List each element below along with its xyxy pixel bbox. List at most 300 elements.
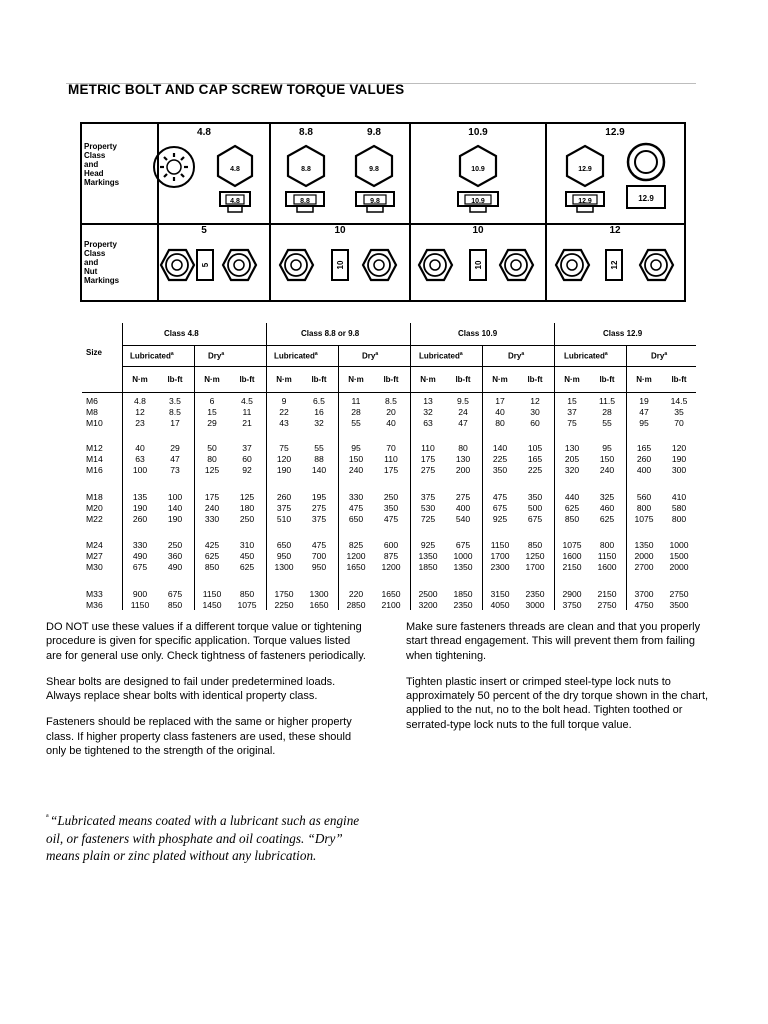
nut-row-label-2: Class: [84, 249, 106, 258]
svg-text:9.8: 9.8: [369, 166, 379, 173]
torque-value-cell: 1350: [453, 562, 473, 572]
torque-value-cell: 625: [239, 562, 255, 572]
property-class-markings-diagram: [80, 122, 688, 304]
torque-value-cell: 2000: [669, 562, 689, 572]
class-header: Class 8.8 or 9.8: [301, 329, 360, 338]
svg-text:10: 10: [336, 260, 345, 270]
torque-value-cell: 240: [204, 503, 220, 513]
torque-value-cell: 140: [492, 443, 508, 453]
size-cell: M6: [86, 396, 98, 406]
torque-value-cell: 60: [530, 418, 540, 428]
torque-value-cell: 500: [527, 503, 543, 513]
lubricated-header: Lubricated$^a$: [274, 351, 318, 361]
torque-value-cell: 3500: [669, 600, 689, 610]
torque-value-cell: 510: [276, 514, 292, 524]
torque-value-cell: 375: [276, 503, 292, 513]
unit-header: N·m: [204, 375, 220, 384]
size-cell: M24: [86, 540, 103, 550]
torque-value-cell: 140: [311, 465, 327, 475]
nut-icon-class-10: [280, 250, 396, 280]
torque-value-cell: 29: [207, 418, 217, 428]
torque-value-cell: 175: [420, 454, 436, 464]
torque-value-cell: 2250: [274, 600, 294, 610]
torque-value-cell: 400: [455, 503, 471, 513]
torque-value-cell: 460: [599, 503, 615, 513]
torque-value-cell: 530: [420, 503, 436, 513]
torque-value-cell: 125: [204, 465, 220, 475]
unit-header: N·m: [492, 375, 508, 384]
torque-value-cell: 15: [207, 407, 217, 417]
torque-value-cell: 11: [242, 407, 252, 417]
nut-class-label: 12: [609, 225, 621, 236]
torque-value-cell: 800: [636, 503, 652, 513]
size-cell: M14: [86, 454, 103, 464]
torque-value-cell: 1075: [634, 514, 654, 524]
head-row-label-4: Head: [84, 169, 104, 178]
head-class-label: 12.9: [605, 127, 625, 138]
bolt-head-icon-9.8: [356, 146, 394, 212]
torque-value-cell: 2150: [562, 562, 582, 572]
lubricated-header: Lubricated$^a$: [419, 351, 463, 361]
torque-value-cell: 825: [348, 540, 364, 550]
torque-value-cell: 130: [564, 443, 580, 453]
torque-value-cell: 6.5: [313, 396, 325, 406]
torque-value-cell: 70: [674, 418, 684, 428]
torque-value-cell: 275: [420, 465, 436, 475]
torque-value-cell: 850: [167, 600, 183, 610]
torque-value-cell: 3150: [490, 589, 510, 599]
torque-value-cell: 350: [527, 492, 543, 502]
torque-value-cell: 1650: [309, 600, 329, 610]
torque-value-cell: 475: [348, 503, 364, 513]
torque-value-cell: 475: [492, 492, 508, 502]
torque-value-cell: 650: [348, 514, 364, 524]
footnote-mark: a: [46, 813, 49, 819]
head-class-label: 4.8: [197, 127, 211, 138]
torque-value-cell: 165: [527, 454, 543, 464]
torque-value-cell: 1700: [490, 551, 510, 561]
torque-value-cell: 32: [314, 418, 324, 428]
torque-value-cell: 190: [671, 454, 687, 464]
torque-value-cell: 700: [311, 551, 327, 561]
torque-value-cell: 13: [423, 396, 433, 406]
note-paragraph: Tighten plastic insert or crimped steel-type lock nuts to approximately 50 percent of the dry torque shown in the chart, applied to the nut, no to the bolt head. Tighten toothed or serrated-type lock nuts to the full torque value.: [406, 675, 709, 731]
torque-value-cell: 16: [314, 407, 324, 417]
torque-value-cell: 80: [495, 418, 505, 428]
torque-value-cell: 1150: [490, 540, 510, 550]
torque-value-cell: 1300: [274, 562, 294, 572]
torque-value-cell: 350: [383, 503, 399, 513]
svg-text:8.8: 8.8: [301, 166, 311, 173]
torque-value-cell: 425: [204, 540, 220, 550]
unit-header: lb-ft: [239, 375, 255, 384]
unit-header: lb-ft: [599, 375, 615, 384]
unit-header: lb-ft: [527, 375, 543, 384]
torque-value-cell: 24: [458, 407, 468, 417]
torque-value-cell: 37: [567, 407, 577, 417]
torque-value-cell: 850: [527, 540, 543, 550]
torque-value-cell: 3000: [525, 600, 545, 610]
svg-text:12.9: 12.9: [638, 194, 654, 203]
torque-value-cell: 1200: [381, 562, 401, 572]
size-cell: M18: [86, 492, 103, 502]
torque-value-cell: 330: [132, 540, 148, 550]
torque-value-cell: 8.5: [169, 407, 181, 417]
size-cell: M36: [86, 600, 103, 610]
torque-value-cell: 55: [351, 418, 361, 428]
torque-value-cell: 410: [671, 492, 687, 502]
class-header: Class 12.9: [603, 329, 643, 338]
torque-value-cell: 75: [279, 443, 289, 453]
torque-value-cell: 75: [567, 418, 577, 428]
torque-value-cell: 240: [599, 465, 615, 475]
torque-value-cell: 600: [383, 540, 399, 550]
torque-value-cell: 190: [132, 503, 148, 513]
torque-value-cell: 88: [314, 454, 324, 464]
torque-value-cell: 250: [239, 514, 255, 524]
torque-value-cell: 1350: [634, 540, 654, 550]
torque-value-cell: 1650: [346, 562, 366, 572]
torque-value-cell: 310: [239, 540, 255, 550]
torque-value-cell: 900: [132, 589, 148, 599]
torque-value-cell: 110: [384, 454, 398, 464]
torque-value-cell: 205: [564, 454, 580, 464]
torque-value-cell: 260: [132, 514, 148, 524]
dry-header: Dry$^a$: [508, 351, 525, 361]
torque-value-cell: 40: [135, 443, 145, 453]
torque-value-cell: 1150: [130, 600, 150, 610]
head-class-label: 10.9: [468, 127, 488, 138]
torque-value-cell: 140: [167, 503, 183, 513]
unit-header: N·m: [276, 375, 292, 384]
torque-value-cell: 4750: [634, 600, 654, 610]
table-line: [82, 392, 696, 393]
torque-value-cell: 1850: [418, 562, 438, 572]
svg-text:12.9: 12.9: [578, 198, 592, 205]
torque-value-cell: 32: [423, 407, 433, 417]
torque-value-cell: 180: [239, 503, 255, 513]
torque-value-cell: 165: [636, 443, 652, 453]
torque-value-cell: 47: [639, 407, 649, 417]
torque-value-cell: 14.5: [670, 396, 688, 406]
svg-text:4.8: 4.8: [230, 166, 240, 173]
torque-value-cell: 190: [276, 465, 292, 475]
head-class-label: 9.8: [367, 127, 381, 138]
svg-text:12.9: 12.9: [578, 166, 592, 173]
torque-value-cell: 200: [455, 465, 471, 475]
torque-value-cell: 625: [564, 503, 580, 513]
torque-value-cell: 47: [170, 454, 180, 464]
unit-header: N·m: [564, 375, 580, 384]
torque-value-cell: 11: [351, 396, 361, 406]
size-cell: M30: [86, 562, 103, 572]
torque-value-cell: 135: [132, 492, 148, 502]
lubricated-header: Lubricated$^a$: [130, 351, 174, 361]
torque-value-cell: 1850: [453, 589, 473, 599]
torque-value-cell: 8.5: [385, 396, 397, 406]
class-header: Class 10.9: [458, 329, 498, 338]
torque-value-cell: 1700: [525, 562, 545, 572]
torque-value-cell: 43: [279, 418, 289, 428]
svg-text:5: 5: [201, 262, 210, 268]
torque-value-cell: 63: [423, 418, 433, 428]
torque-value-cell: 21: [242, 418, 252, 428]
torque-value-cell: 17: [495, 396, 505, 406]
torque-value-cell: 37: [242, 443, 252, 453]
torque-value-cell: 195: [311, 492, 327, 502]
bolt-head-icon-4.8: [154, 146, 252, 212]
torque-value-cell: 250: [167, 540, 183, 550]
torque-value-cell: 2700: [634, 562, 654, 572]
torque-value-cell: 850: [564, 514, 580, 524]
torque-value-cell: 35: [674, 407, 684, 417]
torque-value-cell: 950: [276, 551, 292, 561]
torque-value-cell: 580: [671, 503, 687, 513]
torque-value-cell: 330: [204, 514, 220, 524]
torque-value-cell: 225: [492, 454, 508, 464]
torque-value-cell: 275: [455, 492, 471, 502]
torque-value-cell: 650: [276, 540, 292, 550]
unit-header: lb-ft: [311, 375, 327, 384]
torque-value-cell: 300: [671, 465, 687, 475]
note-paragraph: Shear bolts are designed to fail under predetermined loads. Always replace shear bolts with identical property class.: [46, 675, 336, 703]
torque-value-cell: 450: [239, 551, 255, 561]
size-cell: M33: [86, 589, 103, 599]
torque-value-cell: 1000: [669, 540, 689, 550]
torque-value-cell: 1750: [274, 589, 294, 599]
torque-value-cell: 260: [636, 454, 652, 464]
torque-value-cell: 1450: [202, 600, 222, 610]
torque-value-cell: 175: [204, 492, 220, 502]
torque-value-cell: 9.5: [457, 396, 469, 406]
torque-value-cell: 63: [135, 454, 145, 464]
svg-text:10.9: 10.9: [471, 198, 485, 205]
nut-class-label: 10: [472, 225, 484, 236]
unit-header: lb-ft: [383, 375, 399, 384]
unit-header: lb-ft: [167, 375, 183, 384]
torque-value-cell: 28: [602, 407, 612, 417]
torque-value-cell: 55: [602, 418, 612, 428]
torque-value-cell: 1150: [597, 551, 617, 561]
torque-value-cell: 17: [170, 418, 180, 428]
svg-text:9.8: 9.8: [370, 198, 380, 205]
torque-value-cell: 350: [492, 465, 508, 475]
torque-value-cell: 375: [311, 514, 327, 524]
torque-value-cell: 320: [564, 465, 580, 475]
torque-value-cell: 4.8: [134, 396, 146, 406]
torque-value-cell: 12: [135, 407, 145, 417]
unit-header: lb-ft: [455, 375, 471, 384]
torque-value-cell: 675: [167, 589, 183, 599]
torque-value-cell: 3.5: [169, 396, 181, 406]
torque-value-cell: 1300: [309, 589, 329, 599]
torque-value-cell: 22: [279, 407, 289, 417]
torque-value-cell: 225: [527, 465, 543, 475]
torque-value-cell: 490: [132, 551, 148, 561]
unit-header: N·m: [132, 375, 148, 384]
torque-value-cell: 28: [351, 407, 361, 417]
torque-value-cell: 2750: [669, 589, 689, 599]
footnote-text: “Lubricated means coated with a lubricant such as engine oil, or fasteners with phosphate and oil coatings. “Dry” means plain or zinc plated without any lubrication.: [46, 813, 360, 864]
dry-header: Dry$^a$: [651, 351, 668, 361]
torque-value-cell: 100: [132, 465, 148, 475]
torque-value-cell: 130: [455, 454, 471, 464]
torque-value-cell: 725: [420, 514, 436, 524]
torque-value-cell: 625: [599, 514, 615, 524]
unit-header: N·m: [420, 375, 436, 384]
torque-value-cell: 475: [311, 540, 327, 550]
nut-class-label: 10: [334, 225, 346, 236]
torque-value-cell: 150: [599, 454, 615, 464]
torque-value-cell: 2150: [597, 589, 617, 599]
torque-value-cell: 60: [242, 454, 252, 464]
torque-value-cell: 1650: [381, 589, 401, 599]
size-cell: M16: [86, 465, 103, 475]
torque-value-cell: 30: [530, 407, 540, 417]
torque-value-cell: 92: [242, 465, 252, 475]
notes-left: [46, 620, 366, 758]
torque-value-cell: 19: [639, 396, 649, 406]
torque-value-cell: 800: [599, 540, 615, 550]
torque-value-cell: 105: [527, 443, 543, 453]
torque-value-cell: 40: [495, 407, 505, 417]
table-line: [122, 366, 696, 367]
torque-value-cell: 73: [170, 465, 180, 475]
torque-value-cell: 330: [348, 492, 364, 502]
torque-value-cell: 80: [458, 443, 468, 453]
torque-value-cell: 490: [167, 562, 183, 572]
torque-value-cell: 100: [167, 492, 183, 502]
size-cell: M20: [86, 503, 103, 513]
dry-header: Dry$^a$: [362, 351, 379, 361]
nut-row-label-1: Property: [84, 240, 117, 249]
svg-text:4.8: 4.8: [230, 198, 240, 205]
note-paragraph: Fasteners should be replaced with the same or higher property class. If higher property class fasteners are used, these should only be tightened to the strength of the original.: [46, 716, 352, 758]
torque-value-cell: 1350: [418, 551, 438, 561]
torque-value-cell: 850: [204, 562, 220, 572]
torque-value-cell: 125: [239, 492, 255, 502]
nut-icon-class-10: [419, 250, 533, 280]
torque-value-cell: 110: [421, 443, 435, 453]
head-row-label-1: Property: [84, 142, 117, 151]
unit-header: N·m: [348, 375, 364, 384]
torque-value-cell: 40: [386, 418, 396, 428]
size-cell: M27: [86, 551, 103, 561]
torque-value-cell: 190: [167, 514, 183, 524]
svg-text:10.9: 10.9: [471, 166, 485, 173]
size-cell: M8: [86, 407, 98, 417]
nut-icon-class-5: [161, 250, 256, 280]
torque-value-cell: 375: [420, 492, 436, 502]
torque-value-cell: 220: [348, 589, 364, 599]
torque-value-cell: 1150: [202, 589, 222, 599]
torque-value-cell: 4050: [490, 600, 510, 610]
torque-value-cell: 150: [348, 454, 364, 464]
nut-row-label-4: Nut: [84, 267, 98, 276]
head-row-label-5: Markings: [84, 178, 120, 187]
torque-value-cell: 1600: [597, 562, 617, 572]
class-header: Class 4.8: [164, 329, 199, 338]
page-title: METRIC BOLT AND CAP SCREW TORQUE VALUES: [68, 82, 405, 97]
torque-value-cell: 95: [602, 443, 612, 453]
torque-value-cell: 1250: [525, 551, 545, 561]
torque-value-cell: 3200: [418, 600, 438, 610]
torque-value-cell: 1600: [562, 551, 582, 561]
bolt-head-icon-8.8: [286, 146, 324, 212]
torque-value-cell: 2750: [597, 600, 617, 610]
torque-value-cell: 50: [207, 443, 217, 453]
torque-value-cell: 675: [527, 514, 543, 524]
torque-value-cell: 2100: [381, 600, 401, 610]
head-class-label: 8.8: [299, 127, 313, 138]
unit-header: N·m: [636, 375, 652, 384]
svg-text:10: 10: [474, 260, 483, 270]
torque-value-cell: 400: [636, 465, 652, 475]
torque-value-cell: 260: [276, 492, 292, 502]
size-cell: M22: [86, 514, 103, 524]
torque-value-cell: 1200: [346, 551, 366, 561]
unit-header: lb-ft: [671, 375, 687, 384]
torque-value-cell: 29: [170, 443, 180, 453]
lubricated-header: Lubricated$^a$: [564, 351, 608, 361]
torque-value-cell: 800: [671, 514, 687, 524]
bolt-head-icon-10.9: [458, 146, 498, 212]
note-paragraph: Make sure fasteners threads are clean and that you properly start thread engagement. This will prevent them from failing when tightening.: [406, 621, 701, 662]
torque-value-cell: 675: [455, 540, 471, 550]
torque-value-cell: 70: [386, 443, 396, 453]
torque-value-cell: 12: [530, 396, 540, 406]
notes-right: [406, 620, 724, 732]
torque-value-cell: 925: [420, 540, 436, 550]
torque-value-cell: 325: [599, 492, 615, 502]
torque-value-cell: 175: [383, 465, 399, 475]
bolt-head-icon-12.9: [566, 144, 665, 212]
head-row-label-3: and: [84, 160, 99, 169]
torque-value-cell: 95: [351, 443, 361, 453]
nut-row-label-3: and: [84, 258, 99, 267]
torque-value-cell: 275: [311, 503, 327, 513]
size-cell: M12: [86, 443, 103, 453]
torque-value-cell: 560: [636, 492, 652, 502]
torque-value-cell: 95: [639, 418, 649, 428]
torque-value-cell: 1075: [237, 600, 257, 610]
torque-value-cell: 4.5: [241, 396, 253, 406]
torque-value-cell: 2900: [562, 589, 582, 599]
torque-value-cell: 23: [135, 418, 145, 428]
torque-value-cell: 850: [239, 589, 255, 599]
nut-row-label-5: Markings: [84, 276, 120, 285]
torque-value-cell: 950: [311, 562, 327, 572]
torque-value-cell: 1500: [669, 551, 689, 561]
table-line: [122, 345, 696, 346]
torque-value-cell: 3700: [634, 589, 654, 599]
torque-value-cell: 15: [567, 396, 577, 406]
torque-value-cell: 20: [386, 407, 396, 417]
size-cell: M10: [86, 418, 103, 428]
note-paragraph: DO NOT use these values if a different torque value or tightening procedure is given for specific application. Torque values listed are for general use only. Check tightness of fasteners periodically.: [46, 621, 366, 662]
torque-value-cell: 1000: [453, 551, 473, 561]
size-header: Size: [86, 348, 103, 357]
torque-value-cell: 2300: [490, 562, 510, 572]
torque-value-cell: 875: [383, 551, 399, 561]
torque-value-cell: 9: [281, 396, 287, 406]
torque-value-cell: 240: [348, 465, 364, 475]
torque-value-cell: 2500: [418, 589, 438, 599]
torque-value-cell: 925: [492, 514, 508, 524]
torque-value-cell: 475: [383, 514, 399, 524]
torque-value-cell: 675: [492, 503, 508, 513]
torque-value-cell: 625: [204, 551, 220, 561]
